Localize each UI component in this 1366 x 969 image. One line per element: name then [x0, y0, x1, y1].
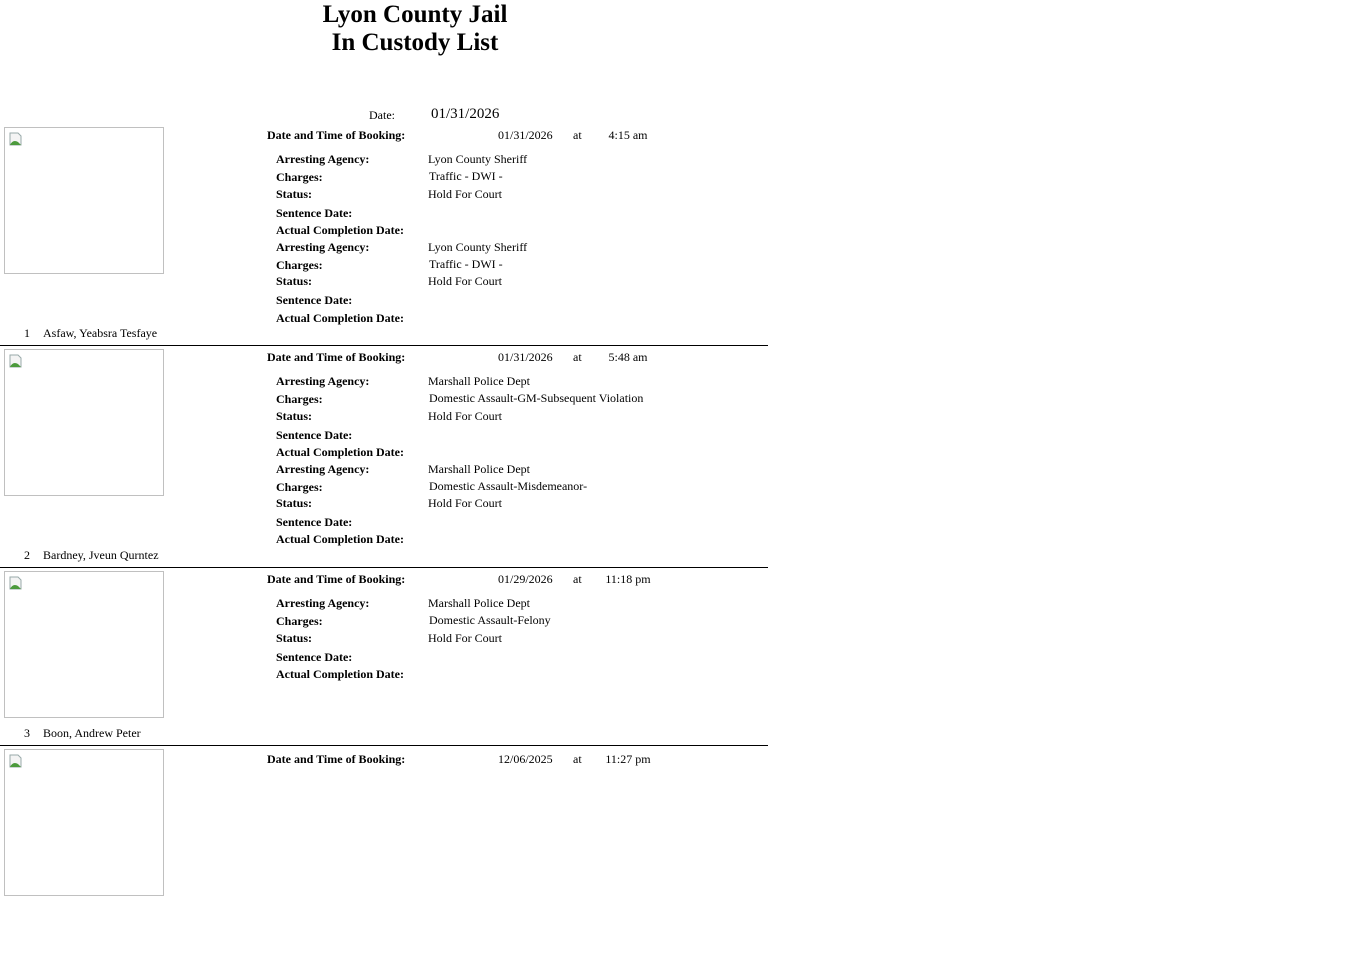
actual-completion-date-label: Actual Completion Date:: [276, 445, 404, 459]
charges-label: Charges:: [276, 392, 323, 406]
booking-date: 01/29/2026: [498, 572, 553, 586]
booking-at: at: [573, 128, 582, 142]
charges-label: Charges:: [276, 170, 323, 184]
arresting-agency-value: Marshall Police Dept: [428, 596, 530, 610]
inmate-photo: [4, 749, 164, 896]
booking-time: 5:48 am: [608, 350, 648, 364]
booking-label: Date and Time of Booking:: [267, 350, 406, 364]
booking-date: 12/06/2025: [498, 752, 553, 766]
inmate-index: 2: [24, 548, 30, 562]
record-separator: [0, 745, 768, 746]
sentence-date-label: Sentence Date:: [276, 515, 353, 529]
arresting-agency-value: Marshall Police Dept: [428, 462, 530, 476]
arresting-agency-label: Arresting Agency:: [276, 240, 370, 254]
status-value: Hold For Court: [428, 409, 503, 423]
status-value: Hold For Court: [428, 496, 503, 510]
inmate-record: [0, 747, 768, 969]
status-label: Status:: [276, 187, 313, 201]
arresting-agency-label: Arresting Agency:: [276, 152, 370, 166]
broken-image-icon: [9, 576, 23, 590]
sentence-date-label: Sentence Date:: [276, 650, 353, 664]
report-date-label: Date:: [369, 108, 395, 122]
arresting-agency-label: Arresting Agency:: [276, 462, 370, 476]
charges-label: Charges:: [276, 480, 323, 494]
booking-at: at: [573, 752, 582, 766]
arresting-agency-value: Lyon County Sheriff: [428, 240, 528, 254]
status-label: Status:: [276, 274, 313, 288]
status-label: Status:: [276, 631, 313, 645]
inmate-name: Asfaw, Yeabsra Tesfaye: [43, 326, 158, 340]
arresting-agency-value: Marshall Police Dept: [428, 374, 530, 388]
charges-label: Charges:: [276, 258, 323, 272]
arresting-agency-label: Arresting Agency:: [276, 374, 370, 388]
arresting-agency-label: Arresting Agency:: [276, 596, 370, 610]
record-separator: [0, 567, 768, 568]
charges-label: Charges:: [276, 614, 323, 628]
booking-label: Date and Time of Booking:: [267, 572, 406, 586]
record-separator: [0, 345, 768, 346]
status-label: Status:: [276, 496, 313, 510]
inmate-record: [0, 347, 768, 569]
charges-value: Traffic - DWI -: [429, 169, 503, 183]
inmate-photo: [4, 127, 164, 274]
charges-value: Traffic - DWI -: [429, 257, 503, 271]
inmate-index: 1: [24, 326, 30, 340]
booking-time: 11:18 pm: [605, 572, 651, 586]
actual-completion-date-label: Actual Completion Date:: [276, 667, 404, 681]
sentence-date-label: Sentence Date:: [276, 293, 353, 307]
actual-completion-date-label: Actual Completion Date:: [276, 532, 404, 546]
page-subtitle: In Custody List: [331, 29, 499, 56]
charges-value: Domestic Assault-Felony: [429, 613, 551, 627]
status-value: Hold For Court: [428, 187, 503, 201]
booking-at: at: [573, 572, 582, 586]
broken-image-icon: [9, 354, 23, 368]
broken-image-icon: [9, 132, 23, 146]
inmate-photo: [4, 571, 164, 718]
booking-time: 4:15 am: [608, 128, 648, 142]
booking-time: 11:27 pm: [605, 752, 651, 766]
status-value: Hold For Court: [428, 274, 503, 288]
booking-at: at: [573, 350, 582, 364]
inmate-record: [0, 125, 768, 347]
inmate-index: 3: [24, 726, 30, 740]
charges-value: Domestic Assault-GM-Subsequent Violation: [429, 391, 644, 405]
actual-completion-date-label: Actual Completion Date:: [276, 223, 404, 237]
booking-date: 01/31/2026: [498, 128, 553, 142]
page-title: Lyon County Jail: [322, 1, 508, 28]
charges-value: Domestic Assault-Misdemeanor-: [429, 479, 588, 493]
inmate-name: Bardney, Jveun Qurntez: [43, 548, 159, 562]
actual-completion-date-label: Actual Completion Date:: [276, 311, 404, 325]
booking-label: Date and Time of Booking:: [267, 752, 406, 766]
sentence-date-label: Sentence Date:: [276, 428, 353, 442]
report-date-value: 01/31/2026: [431, 106, 500, 122]
arresting-agency-value: Lyon County Sheriff: [428, 152, 528, 166]
broken-image-icon: [9, 754, 23, 768]
booking-label: Date and Time of Booking:: [267, 128, 406, 142]
status-label: Status:: [276, 409, 313, 423]
status-value: Hold For Court: [428, 631, 503, 645]
booking-date: 01/31/2026: [498, 350, 553, 364]
inmate-photo: [4, 349, 164, 496]
inmate-name: Boon, Andrew Peter: [43, 726, 141, 740]
sentence-date-label: Sentence Date:: [276, 206, 353, 220]
